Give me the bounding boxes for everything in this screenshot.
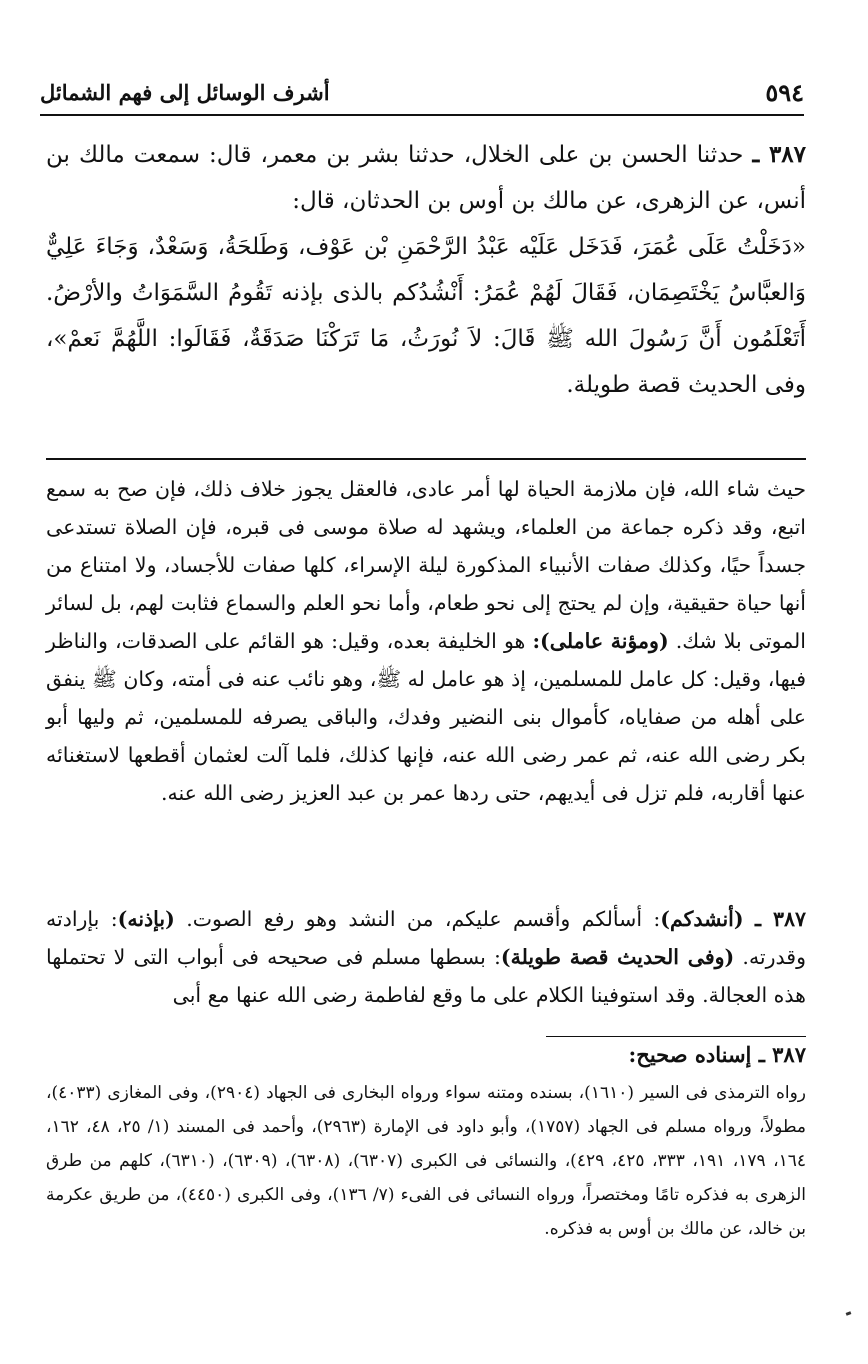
scan-mark (846, 1311, 852, 1316)
takhrij-body: رواه الترمذى فى السير (١٦١٠)، بسنده ومتنه سواء ورواه البخارى فى الجهاد (٢٩٠٤)، وفى المغازى (٤٠٣٣)، مطولاً، ورواه مسلم فى الجهاد (١٧٥٧)، وأبو داود فى الإمارة (٢٩٦٣)، وأحمد فى المسند (١/ ٢٥، ٤٨، ١٦٢، ١٦٤، ١٧٩، ١٩١، ٣٣٣، ٤٢٥، ٤٢٩)، والنسائى فى الكبرى (٦٣٠٧)، (٦٣٠٨)، (٦٣٠٩)، (٦٣١٠)، كلهم من طرق الزهرى به فذكره تامًا ومختصراً، ورواه النسائى فى الفىء (٧/ ١٣٦)، وفى الكبرى (٤٤٥٠)، من طريق عكرمة بن خالد، عن مالك بن أوس به فذكره. (46, 1083, 807, 1239)
commentary-number: ٣٨٧ ـ (754, 907, 806, 931)
footnote-divider (546, 1036, 806, 1037)
page-header (40, 68, 804, 116)
commentary-part-b: هو الخليفة بعده، وقيل: هو القائم على الصدقات، والناظر فيها، وقيل: كل عامل للمسلمين، إذ هو عامل له ﷺ، وهو نائب عنه فى أمته، وكان ﷺ ينفق على أهله من صفاياه، كأموال بنى النضير وفدك، والباقى يصرفه للمسلمين، ثم وليها أبو بكر رضى الله عنه، ثم عمر رضى الله عنه، فإنها كذلك، فلما آلت لعثمان أقطعها لاستغنائه عنها أقاربه، فلم تزل فى أيديهم، حتى ردها عمر بن عبد العزيز رضى الله عنه. (46, 629, 806, 805)
commentary-term: (ومؤنة عاملى): (532, 629, 669, 653)
term-qissa-text: : بسطها مسلم فى صحيحه فى أبواب التى لا تحتملها هذه العجالة. وقد استوفينا الكلام على ما وقع لفاطمة رضى الله عنها مع أبى (46, 945, 806, 1007)
term-anshudukum-text: : أسألكم وأقسم عليكم، من النشد وهو رفع الصوت. (186, 907, 661, 931)
takhrij-text (46, 1076, 806, 1246)
term-qissa: (وفى الحديث قصة طويلة) (500, 945, 735, 969)
commentary-continued (46, 470, 806, 812)
hadith-isnad: حدثنا الحسن بن على الخلال، حدثنا بشر بن معمر، قال: سمعت مالك بن أنس، عن الزهرى، عن مالك بن أوس بن الحدثان، قال: (46, 142, 806, 214)
page-number: ٥٩٤ (765, 78, 804, 107)
commentary-387 (46, 900, 806, 1014)
term-biidhnihi: (بإذنه) (117, 907, 175, 931)
section-divider (46, 458, 806, 460)
hadith-matn: «دَخَلْتُ عَلَى عُمَرَ، فَدَخَل عَلَيْه عَبْدُ الرَّحْمَنِ بْن عَوْف، وَطَلحَةُ، وَسَعْدٌ، وَجَاءَ عَلِيٌّ وَالعبَّاسُ يَخْتَصِمَان، فَقَالَ لَهُمْ عُمَرُ: أَنْشُدُكم بالذى بإذنه تَقُومُ السَّمَوَاتُ والأرْضُ. أَتَعْلَمُون أَنَّ رَسُولَ الله ﷺ قَالَ: لاَ نُورَثُ، مَا تَرَكْنَا صَدَقَةٌ، فَقَالَوا: اللَّهُمَّ نَعمْ»، وفى الحديث قصة طويلة. (46, 234, 806, 398)
takhrij-heading: ٣٨٧ ـ إسناده صحيح: (628, 1042, 806, 1067)
hadith-number: ٣٨٧ ـ (752, 141, 807, 168)
hadith-text (46, 132, 806, 408)
term-biidhnihi-text: : بإرادته وقدرته. (46, 907, 806, 969)
running-title: أشرف الوسائل إلى فهم الشمائل (40, 80, 330, 105)
commentary-part-a: حيث شاء الله، فإن ملازمة الحياة لها أمر عادى، فالعقل يجوز خلاف ذلك، فإن صح به سمع اتبع، وقد ذكره جماعة من العلماء، ويشهد له صلاة موسى فى قبره، فإن الصلاة تستدعى جسداً حيًا، وكذلك صفات الأنبياء المذكورة ليلة الإسراء، كلها صفات للأجساد، ولا امتناع من أنها حياة حقيقية، وإن لم يحتج إلى نحو طعام، وأما نحو العلم والسماع فثابت لهم، بل لسائر الموتى بلا شك. (46, 477, 806, 653)
term-anshudukum: (أنشدكم) (660, 907, 744, 931)
